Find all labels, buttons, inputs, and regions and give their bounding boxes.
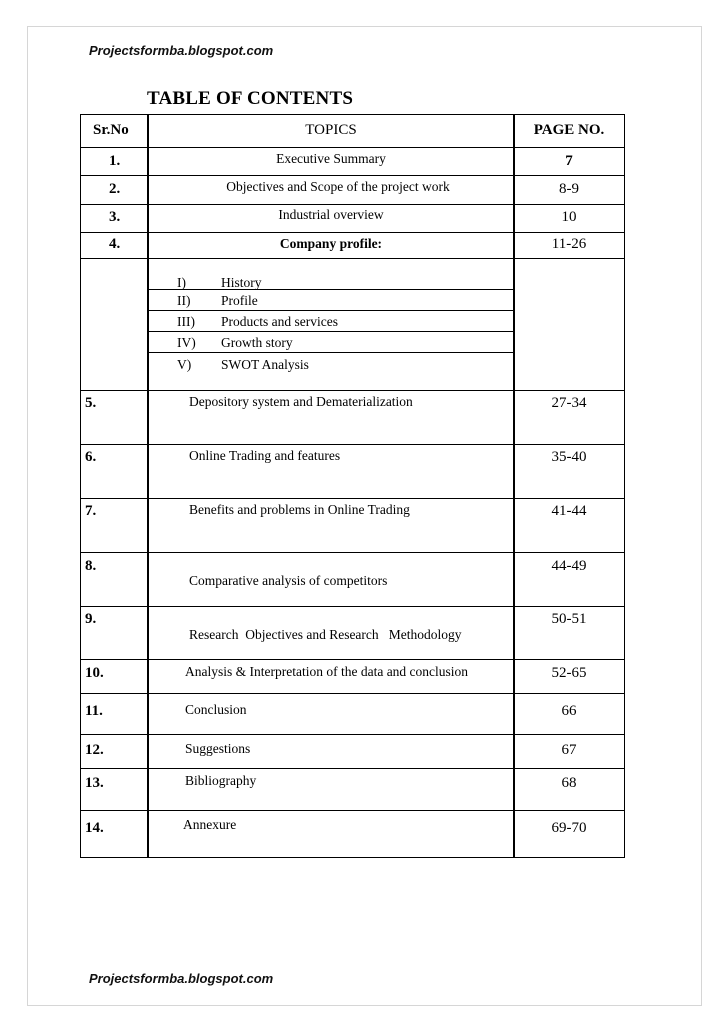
subitem-label: Growth story (221, 335, 293, 350)
row-page: 69-70 (551, 820, 587, 836)
row-page: 8-9 (559, 181, 579, 197)
row-page: 41-44 (551, 503, 587, 519)
row-divider (81, 147, 624, 148)
subitem-number: I) (177, 275, 186, 290)
row-page: 66 (561, 703, 577, 719)
row-topic: Company profile: (279, 236, 383, 251)
row-topic: Depository system and Dematerialization (189, 394, 413, 409)
row-page: 7 (565, 153, 573, 169)
row-divider (81, 232, 624, 233)
row-topic: Online Trading and features (189, 448, 341, 463)
row-sr: 2. (109, 181, 121, 197)
column-header-topics: TOPICS (305, 122, 357, 138)
subitem-divider (148, 352, 513, 353)
row-divider (81, 606, 624, 607)
row-divider (81, 693, 624, 694)
row-topic: Executive Summary (276, 151, 386, 166)
subitem-label: Products and services (221, 314, 338, 329)
row-sr: 13. (85, 775, 104, 791)
row-topic: Bibliography (185, 773, 257, 788)
row-sr: 10. (85, 665, 104, 681)
row-divider (81, 768, 624, 769)
row-divider (81, 659, 624, 660)
company-profile-subitems (148, 268, 513, 390)
subitem-number: IV) (177, 335, 196, 350)
column-header-sr: Sr.No (93, 122, 129, 138)
page-title: TABLE OF CONTENTS (147, 88, 354, 109)
row-topic: Analysis & Interpretation of the data and conclusion (185, 664, 469, 679)
column-divider (513, 115, 515, 857)
column-header-page: PAGE NO. (533, 122, 605, 138)
row-divider (81, 175, 624, 176)
subitem-number: II) (177, 293, 191, 308)
row-topic: Comparative analysis of competitors (189, 573, 388, 588)
row-page: 50-51 (551, 611, 587, 627)
row-topic: Research Objectives and Research Methodology (189, 627, 462, 642)
row-page: 67 (561, 742, 577, 758)
row-sr: 9. (85, 611, 97, 627)
row-topic: Suggestions (185, 741, 251, 756)
row-divider (81, 498, 624, 499)
row-sr: 11. (85, 703, 103, 719)
subitem-divider (148, 310, 513, 311)
column-divider (147, 115, 149, 857)
row-sr: 3. (109, 209, 121, 225)
row-sr: 14. (85, 820, 104, 836)
row-page: 10 (561, 209, 577, 225)
row-sr: 5. (85, 395, 97, 411)
toc-table (80, 114, 625, 858)
subitem-divider (148, 331, 513, 332)
row-topic: Annexure (183, 817, 237, 832)
row-sr: 4. (109, 236, 121, 252)
row-divider (81, 552, 624, 553)
subitem-number: V) (177, 357, 192, 372)
row-sr: 6. (85, 449, 97, 465)
row-sr: 8. (85, 558, 97, 574)
row-page: 44-49 (551, 558, 587, 574)
subitem-divider (148, 289, 513, 290)
subitem-number: III) (177, 314, 195, 329)
row-sr: 7. (85, 503, 97, 519)
row-sr: 12. (85, 742, 104, 758)
row-divider (81, 444, 624, 445)
row-sr: 1. (109, 153, 121, 169)
header-watermark: Projectsformba.blogspot.com (89, 43, 274, 58)
subitem-label: SWOT Analysis (221, 357, 309, 372)
row-divider (81, 734, 624, 735)
row-topic: Industrial overview (278, 207, 384, 222)
row-topic: Objectives and Scope of the project work (226, 179, 450, 194)
row-divider (81, 810, 624, 811)
row-divider (81, 258, 624, 259)
row-divider (81, 390, 624, 391)
row-page: 52-65 (551, 665, 587, 681)
row-page: 27-34 (551, 395, 587, 411)
row-topic: Benefits and problems in Online Trading (189, 502, 410, 517)
row-page: 35-40 (551, 449, 587, 465)
row-divider (81, 204, 624, 205)
row-topic: Conclusion (185, 702, 247, 717)
subitem-label: History (221, 275, 262, 290)
subitem-label: Profile (221, 293, 258, 308)
footer-watermark: Projectsformba.blogspot.com (89, 971, 274, 986)
row-page: 11-26 (551, 236, 587, 252)
row-page: 68 (561, 775, 577, 791)
